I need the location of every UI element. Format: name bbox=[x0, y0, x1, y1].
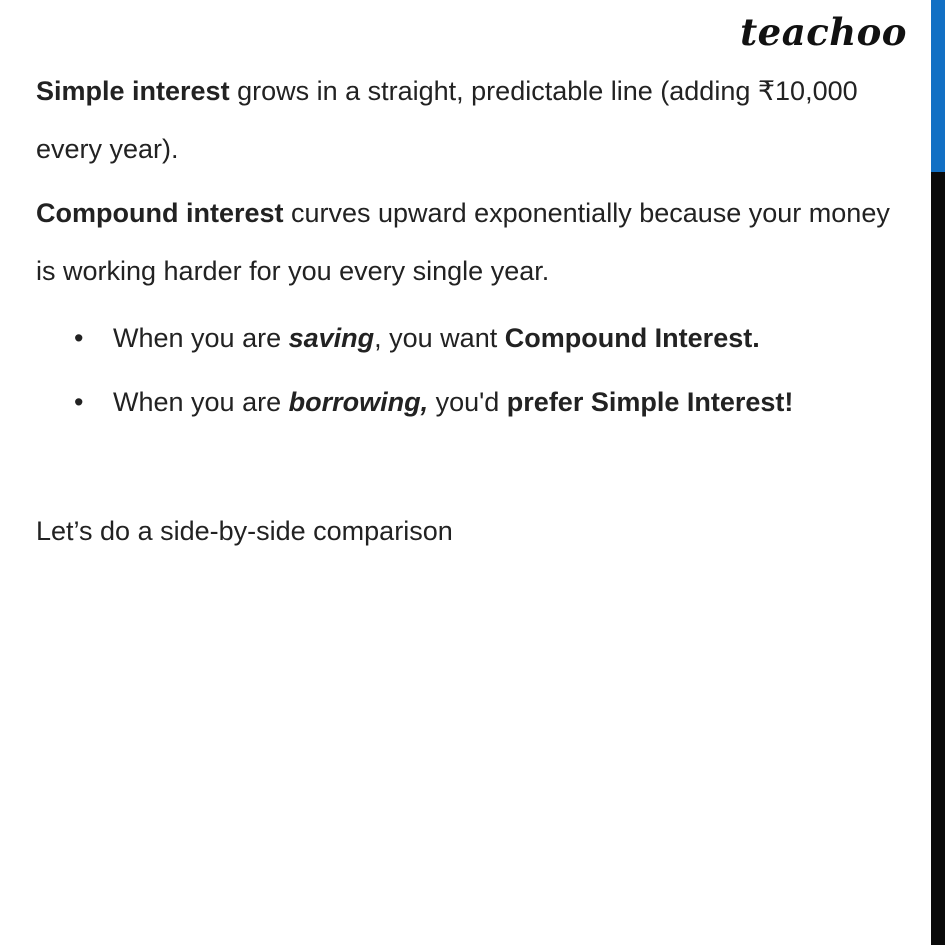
simple-interest-term: Simple interest bbox=[36, 76, 230, 106]
bullet-text-mid: you'd bbox=[428, 387, 507, 417]
side-bar-accent bbox=[931, 0, 945, 172]
bullet-text-pre: When you are bbox=[113, 387, 289, 417]
closing-text: Let’s do a side-by-side comparison bbox=[36, 516, 453, 546]
borrowing-emphasis: borrowing, bbox=[288, 387, 429, 417]
simple-interest-strong: prefer Simple Interest! bbox=[506, 387, 794, 417]
side-bar bbox=[931, 0, 945, 945]
bullet-list bbox=[36, 306, 896, 434]
simple-interest-paragraph bbox=[36, 62, 896, 178]
bullet-text-pre: When you are bbox=[113, 323, 289, 353]
bullet-icon: • bbox=[74, 387, 84, 417]
compound-interest-description: curves upward exponentially because your money is working harder for you every single year. bbox=[36, 198, 890, 286]
slide-content bbox=[36, 62, 896, 566]
compound-interest-paragraph bbox=[36, 184, 896, 300]
compound-interest-term: Compound interest bbox=[36, 198, 284, 228]
compound-interest-strong: Compound Interest. bbox=[504, 323, 760, 353]
bullet-item-saving bbox=[36, 306, 896, 370]
saving-emphasis: saving bbox=[288, 323, 375, 353]
bullet-item-borrowing bbox=[36, 370, 896, 434]
simple-interest-description: grows in a straight, predictable line (adding ₹10,000 every year). bbox=[36, 76, 858, 164]
bullet-icon: • bbox=[74, 323, 84, 353]
bullet-text-mid: , you want bbox=[374, 323, 505, 353]
teachoo-logo: teachoo bbox=[740, 10, 907, 54]
